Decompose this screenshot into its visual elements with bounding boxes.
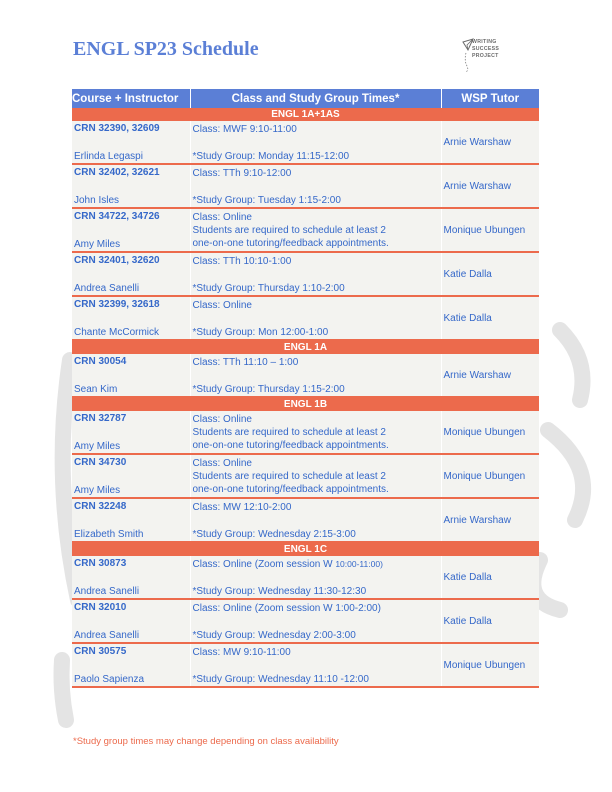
table-row <box>72 296 539 340</box>
section-header <box>72 397 539 411</box>
logo-line-1: WRITING <box>472 39 497 45</box>
instructor: Amy Miles <box>74 485 121 496</box>
tutor: Monique Ubungen <box>443 426 526 438</box>
instructor: Andrea Sanelli <box>74 283 140 294</box>
class-time: Class: TTh 9:10-12:00 <box>192 168 292 179</box>
crn: CRN 30873 <box>74 558 127 569</box>
schedule-table <box>72 89 539 688</box>
section-title: ENGL 1A <box>72 340 539 354</box>
study-group: *Study Group: Mon 12:00-1:00 <box>192 327 329 338</box>
table-row <box>72 498 539 542</box>
table-row <box>72 208 539 252</box>
instructor: Andrea Sanelli <box>74 630 140 641</box>
tutor: Katie Dalla <box>443 312 492 324</box>
class-time: Class: Online Students are required to schedule at least 2 one-on-one tutoring/feedback appointments. <box>192 212 389 249</box>
table-row <box>72 599 539 643</box>
crn: CRN 34730 <box>74 457 127 468</box>
class-time: Class: MW 12:10-2:00 <box>192 502 292 513</box>
instructor: Andrea Sanelli <box>74 586 140 597</box>
study-group: *Study Group: Monday 11:15-12:00 <box>192 151 350 162</box>
table-row <box>72 354 539 397</box>
tutor: Katie Dalla <box>443 615 492 627</box>
tutor: Arnie Warshaw <box>443 180 511 192</box>
tutor: Monique Ubungen <box>443 224 526 236</box>
class-time-small: 10:00-11:00) <box>335 559 383 569</box>
class-time: Class: MW 9:10-11:00 <box>192 647 291 658</box>
table-row <box>72 411 539 454</box>
table-row <box>72 454 539 498</box>
tutor: Arnie Warshaw <box>443 136 511 148</box>
study-group: *Study Group: Thursday 1:10-2:00 <box>192 283 345 294</box>
class-time: Class: TTh 11:10 – 1:00 <box>192 357 299 368</box>
class-time-prefix: Class: Online (Zoom session W <box>192 559 336 570</box>
table-row <box>72 121 539 164</box>
instructor: Amy Miles <box>74 239 121 250</box>
class-time: Class: Online Students are required to schedule at least 2 one-on-one tutoring/feedback appointments. <box>192 414 389 451</box>
header-class-times: Class and Study Group Times* <box>190 89 441 108</box>
section-header <box>72 108 539 121</box>
table-row <box>72 643 539 687</box>
logo-line-2: SUCCESS <box>472 46 500 52</box>
class-time: Class: Online Students are required to schedule at least 2 one-on-one tutoring/feedback appointments. <box>192 458 389 495</box>
logo-line-3: PROJECT <box>472 53 499 59</box>
crn: CRN 32402, 32621 <box>74 167 160 178</box>
crn: CRN 32010 <box>74 602 127 613</box>
footnote: *Study group times may change depending on class availability <box>73 736 339 747</box>
instructor: Paolo Sapienza <box>74 674 145 685</box>
tutor: Arnie Warshaw <box>443 514 511 526</box>
class-time: Class: TTh 10:10-1:00 <box>192 256 292 267</box>
class-time: Class: Online (Zoom session W 1:00-2:00) <box>192 603 381 614</box>
section-header <box>72 542 539 556</box>
crn: CRN 32399, 32618 <box>74 299 160 310</box>
logo-text <box>472 39 499 60</box>
study-group: *Study Group: Thursday 1:15-2:00 <box>192 384 345 395</box>
writing-success-project-logo <box>462 36 532 74</box>
header-course-instructor: Course + Instructor <box>72 89 190 108</box>
instructor: Chante McCormick <box>74 327 160 338</box>
tutor: Monique Ubungen <box>443 659 526 671</box>
crn: CRN 32390, 32609 <box>74 123 160 134</box>
class-time: Class: MWF 9:10-11:00 <box>192 124 297 135</box>
study-group: *Study Group: Wednesday 2:00-3:00 <box>192 630 356 641</box>
section-header <box>72 340 539 354</box>
study-group: *Study Group: Wednesday 2:15-3:00 <box>192 529 356 540</box>
study-group: *Study Group: Tuesday 1:15-2:00 <box>192 195 341 206</box>
study-group: *Study Group: Wednesday 11:10 -12:00 <box>192 674 369 685</box>
crn: CRN 30054 <box>74 356 127 367</box>
instructor: Amy Miles <box>74 441 121 452</box>
instructor: John Isles <box>74 195 120 206</box>
crn: CRN 32401, 32620 <box>74 255 160 266</box>
tutor: Monique Ubungen <box>443 470 526 482</box>
table-header-row <box>72 89 539 108</box>
crn: CRN 32787 <box>74 413 127 424</box>
table-row <box>72 164 539 208</box>
crn: CRN 34722, 34726 <box>74 211 160 222</box>
table-row <box>72 556 539 599</box>
study-group: *Study Group: Wednesday 11:30-12:30 <box>192 586 367 597</box>
section-title: ENGL 1A+1AS <box>72 108 539 121</box>
instructor: Erlinda Legaspi <box>74 151 143 162</box>
header-wsp-tutor: WSP Tutor <box>441 89 539 108</box>
tutor: Katie Dalla <box>443 571 492 583</box>
instructor: Sean Kim <box>74 384 118 395</box>
section-title: ENGL 1C <box>72 542 539 556</box>
class-time: Class: Online <box>192 300 252 311</box>
instructor: Elizabeth Smith <box>74 529 144 540</box>
crn: CRN 32248 <box>74 501 127 512</box>
tutor: Arnie Warshaw <box>443 369 511 381</box>
page-title: ENGL SP23 Schedule <box>73 38 259 60</box>
class-time <box>193 558 383 571</box>
tutor: Katie Dalla <box>443 268 492 280</box>
section-title: ENGL 1B <box>72 397 539 411</box>
table-row <box>72 252 539 296</box>
crn: CRN 30575 <box>74 646 127 657</box>
